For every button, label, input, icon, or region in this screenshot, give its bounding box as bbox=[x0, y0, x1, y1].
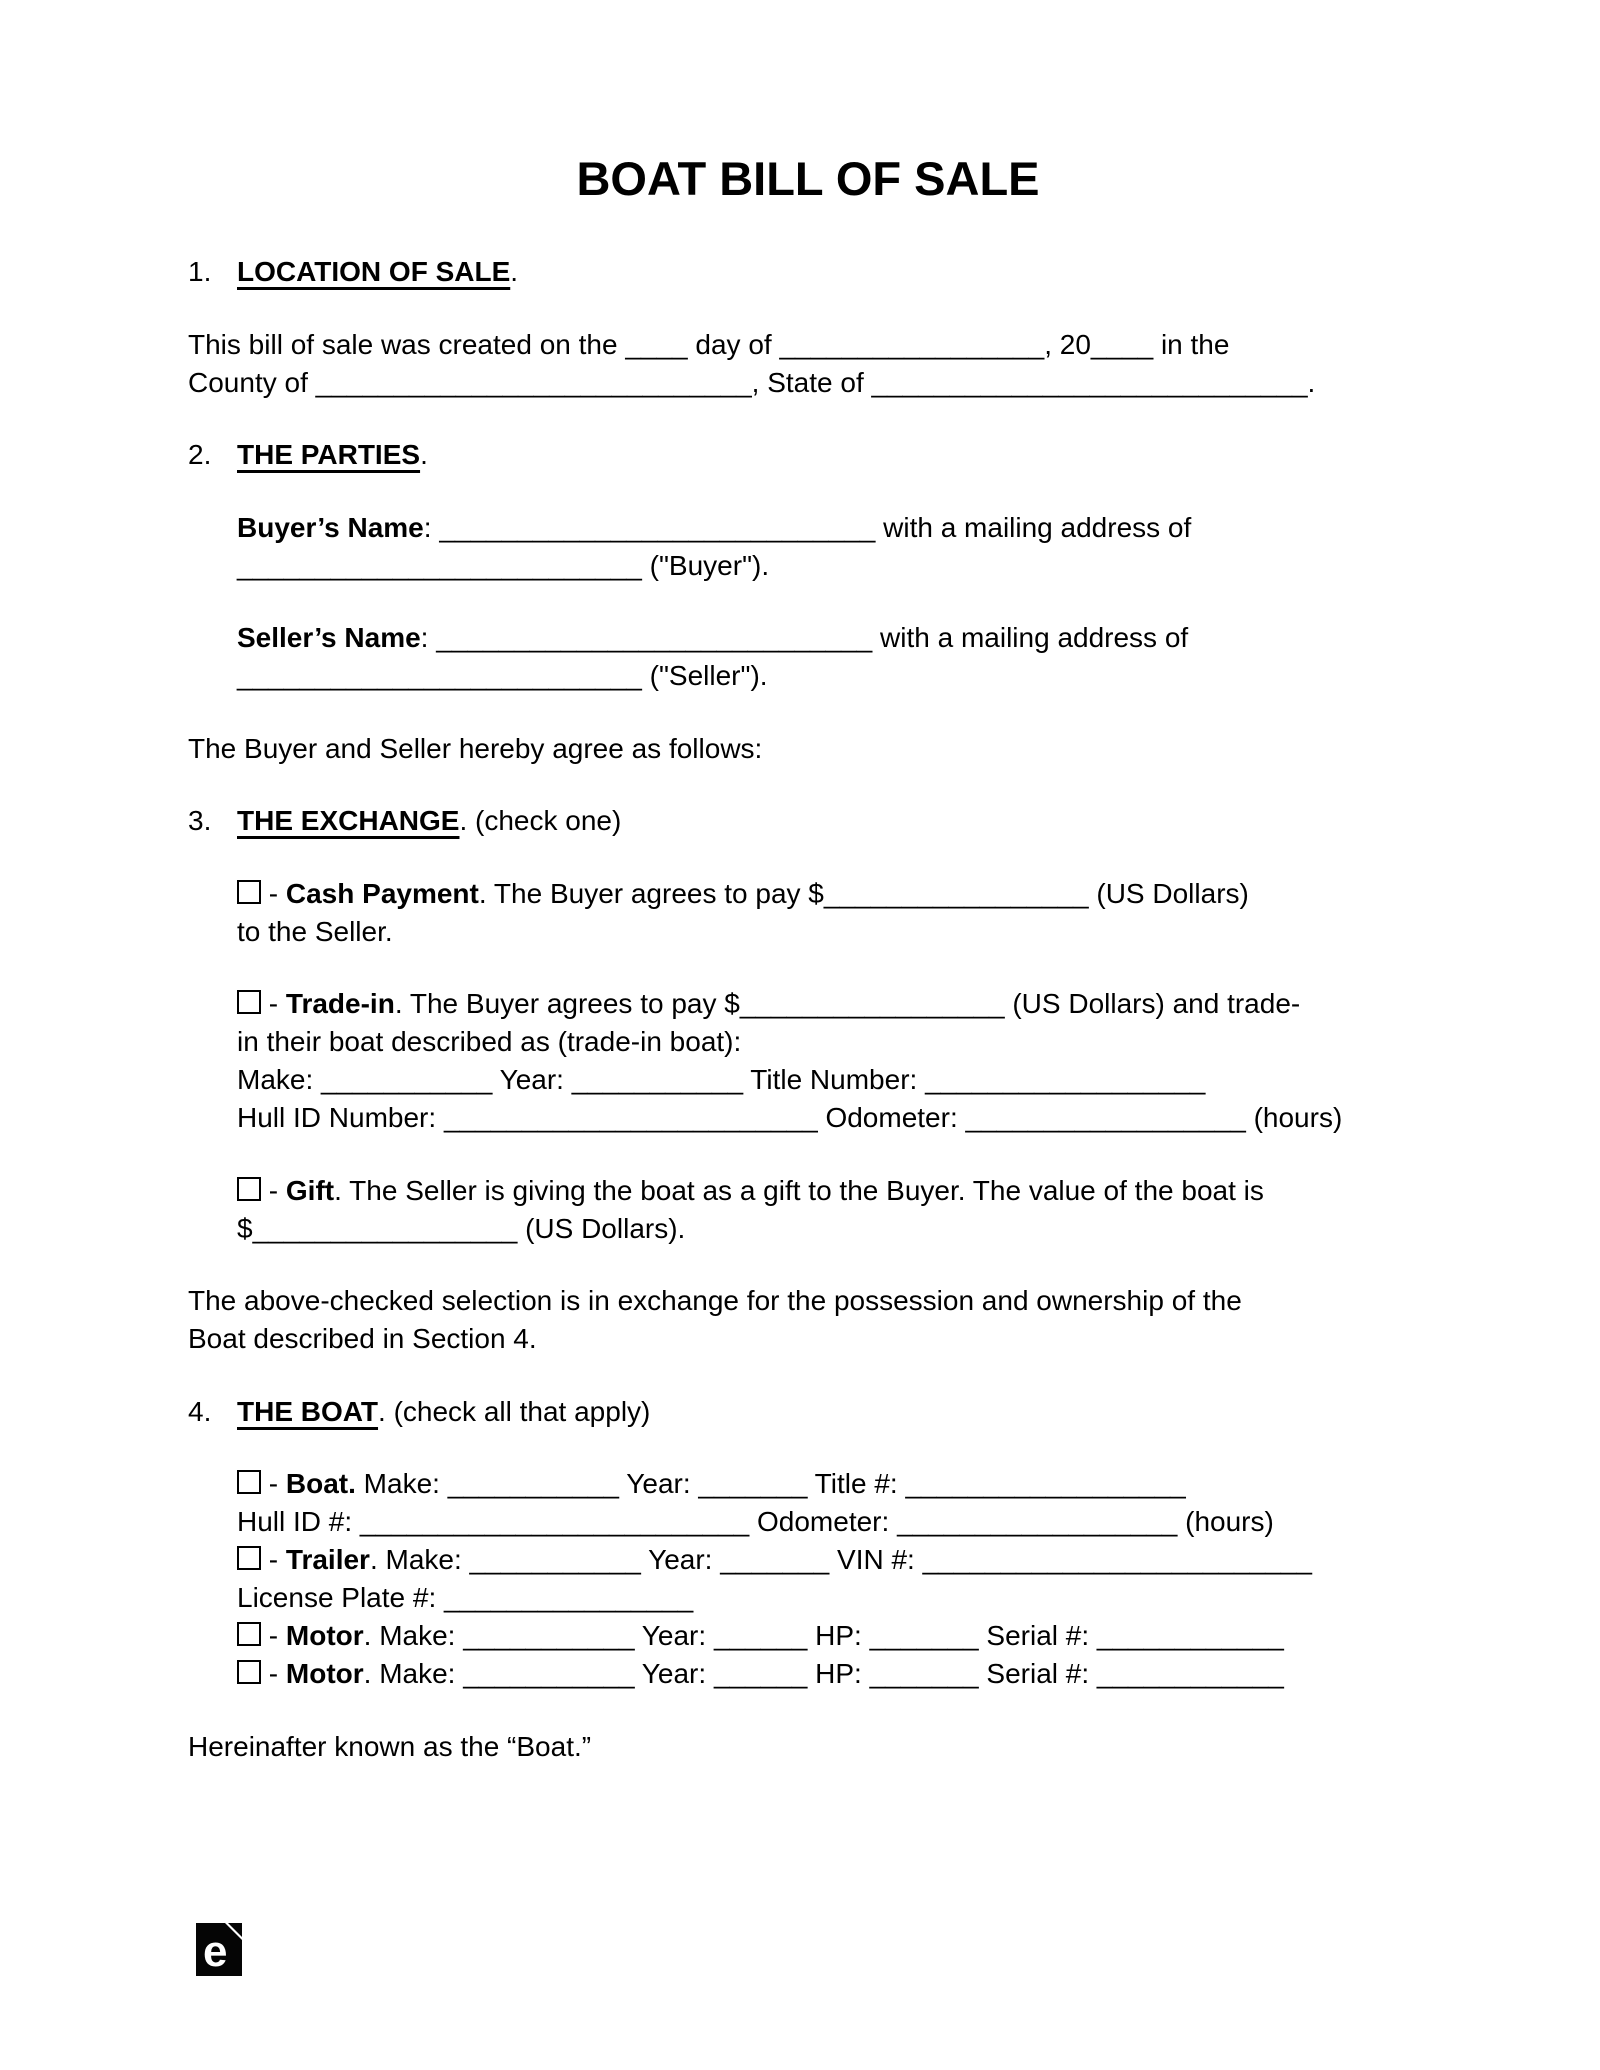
trade-in-paragraph bbox=[237, 985, 1428, 1137]
section-3-heading bbox=[188, 802, 1428, 840]
cash-payment-checkbox[interactable] bbox=[237, 880, 261, 904]
location-paragraph bbox=[188, 326, 1428, 402]
logo-letter: e bbox=[203, 1927, 228, 1976]
cash-payment-paragraph bbox=[237, 875, 1428, 951]
section-2-heading bbox=[188, 436, 1428, 474]
gift-text: . The Seller is giving the boat as a gift to the Buyer. The value of the boat is bbox=[334, 1174, 1264, 1206]
gift-line-1 bbox=[237, 1172, 1428, 1210]
boat-details-block bbox=[237, 1465, 1428, 1693]
cash-payment-label: Cash Payment bbox=[285, 877, 479, 909]
gift-separator: - bbox=[261, 1174, 286, 1206]
hereinafter-paragraph bbox=[188, 1728, 1428, 1766]
seller-line-2: __________________________ ("Seller"). bbox=[237, 660, 768, 691]
gift-paragraph bbox=[237, 1172, 1428, 1248]
agreement-line: The Buyer and Seller hereby agree as follows: bbox=[188, 732, 763, 764]
motor-2-checkbox[interactable] bbox=[237, 1660, 261, 1684]
trailer-label: Trailer bbox=[285, 1544, 370, 1575]
boat-row-line-2: Hull ID #: _________________________ Odometer: __________________ (hours) bbox=[237, 1506, 1274, 1537]
section-1-heading bbox=[188, 253, 1428, 291]
section-3-number: 3. bbox=[188, 805, 212, 836]
eforms-logo bbox=[196, 1923, 242, 1976]
trade-in-checkbox[interactable] bbox=[237, 990, 261, 1014]
seller-paragraph bbox=[237, 619, 1428, 695]
motor-1-checkbox[interactable] bbox=[237, 1622, 261, 1646]
location-line-2: County of ____________________________, State of ____________________________. bbox=[188, 366, 1316, 398]
seller-name-label: Seller’s Name bbox=[237, 622, 421, 653]
above-checked-paragraph bbox=[188, 1282, 1428, 1358]
above-checked-line-1: The above-checked selection is in exchange for the possession and ownership of the bbox=[188, 1285, 1242, 1316]
gift-label: Gift bbox=[285, 1174, 335, 1206]
hereinafter-line: Hereinafter known as the “Boat.” bbox=[188, 1730, 592, 1762]
section-2-title: THE PARTIES bbox=[237, 439, 421, 470]
agreement-paragraph bbox=[188, 730, 1428, 768]
seller-line-1-text: : ____________________________ with a mailing address of bbox=[420, 622, 1189, 653]
boat-row-line-1 bbox=[237, 1465, 1428, 1503]
section-4-number: 4. bbox=[188, 1395, 212, 1427]
section-4-heading bbox=[188, 1393, 1428, 1431]
cash-payment-line-2: to the Seller. bbox=[237, 915, 393, 947]
trailer-text: . Make: ___________ Year: _______ VIN #: _________________________ bbox=[369, 1544, 1312, 1575]
motor-2-text: . Make: ___________ Year: ______ HP: _______ Serial #: ____________ bbox=[363, 1658, 1284, 1689]
motor-2-row-line bbox=[237, 1655, 1428, 1693]
seller-line-1 bbox=[237, 619, 1428, 657]
cash-payment-line-1 bbox=[237, 875, 1428, 913]
trade-in-text: . The Buyer agrees to pay $_________________ (US Dollars) and trade- bbox=[394, 988, 1301, 1019]
trade-in-label: Trade-in bbox=[285, 988, 395, 1019]
motor-2-label: Motor bbox=[285, 1658, 364, 1689]
trailer-separator: - bbox=[261, 1544, 286, 1575]
document-content bbox=[188, 150, 1428, 1800]
location-line-1: This bill of sale was created on the ____ day of _________________, 20____ in the bbox=[188, 328, 1230, 360]
trailer-row-line-2: License Plate #: ________________ bbox=[237, 1582, 694, 1613]
section-1-suffix: . bbox=[510, 256, 519, 287]
trade-in-line-1 bbox=[237, 985, 1428, 1023]
section-3-suffix: . (check one) bbox=[459, 805, 622, 836]
motor-2-separator: - bbox=[261, 1658, 286, 1689]
section-1-number: 1. bbox=[188, 256, 212, 287]
buyer-line-1 bbox=[237, 509, 1428, 547]
section-4-suffix: . (check all that apply) bbox=[378, 1395, 651, 1427]
section-4-title: THE BOAT bbox=[237, 1395, 379, 1427]
trailer-checkbox[interactable] bbox=[237, 1546, 261, 1570]
buyer-paragraph bbox=[237, 509, 1428, 585]
motor-1-text: . Make: ___________ Year: ______ HP: _______ Serial #: ____________ bbox=[363, 1620, 1284, 1651]
boat-label: Boat. bbox=[285, 1468, 356, 1499]
motor-1-label: Motor bbox=[285, 1620, 364, 1651]
buyer-line-2: __________________________ ("Buyer"). bbox=[237, 549, 770, 581]
section-3-title: THE EXCHANGE bbox=[237, 805, 460, 836]
section-2-suffix: . bbox=[420, 439, 428, 470]
motor-1-row-line bbox=[237, 1617, 1428, 1655]
above-checked-line-2: Boat described in Section 4. bbox=[188, 1323, 537, 1354]
trade-in-line-4: Hull ID Number: ________________________ Odometer: __________________ (hours) bbox=[237, 1102, 1343, 1133]
trailer-row-line-1 bbox=[237, 1541, 1428, 1579]
trade-in-separator: - bbox=[261, 988, 286, 1019]
cash-payment-text: . The Buyer agrees to pay $_________________ (US Dollars) bbox=[478, 877, 1249, 909]
section-2-number: 2. bbox=[188, 439, 212, 470]
boat-checkbox[interactable] bbox=[237, 1470, 261, 1494]
trade-in-line-3: Make: ___________ Year: ___________ Title Number: __________________ bbox=[237, 1064, 1206, 1095]
section-1-title: LOCATION OF SALE bbox=[237, 256, 511, 287]
buyer-name-label: Buyer’s Name bbox=[237, 511, 424, 543]
boat-separator: - bbox=[261, 1468, 286, 1499]
trade-in-line-2: in their boat described as (trade-in boat): bbox=[237, 1026, 742, 1057]
page-title: BOAT BILL OF SALE bbox=[576, 152, 1040, 205]
cash-payment-separator: - bbox=[261, 877, 286, 909]
buyer-line-1-text: : ____________________________ with a mailing address of bbox=[423, 511, 1192, 543]
gift-checkbox[interactable] bbox=[237, 1177, 261, 1201]
boat-text: Make: ___________ Year: _______ Title #: __________________ bbox=[355, 1468, 1186, 1499]
gift-line-2: $_________________ (US Dollars). bbox=[237, 1212, 686, 1244]
motor-1-separator: - bbox=[261, 1620, 286, 1651]
